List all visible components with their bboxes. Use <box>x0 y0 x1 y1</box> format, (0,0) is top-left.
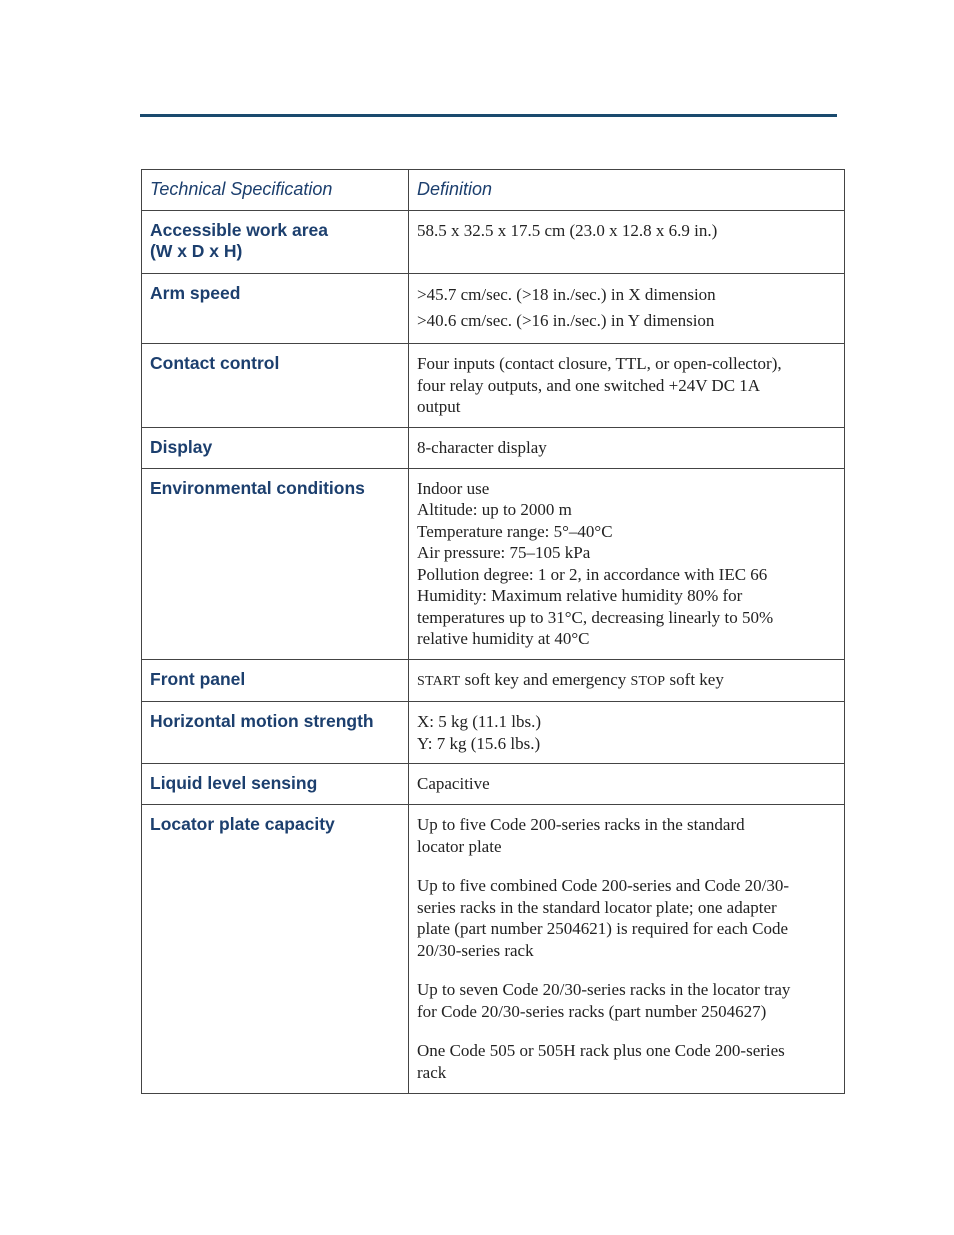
spec-name-line: Environmental conditions <box>150 477 365 498</box>
spec-name-cell <box>142 468 409 659</box>
definition-line: 8-character display <box>417 437 547 457</box>
table-row <box>142 702 845 764</box>
table-row <box>142 274 845 344</box>
definition-line: 20/30-series rack <box>417 940 534 960</box>
spec-name-line: Locator plate capacity <box>150 814 335 834</box>
spec-definition-cell <box>409 344 845 428</box>
definition-line: 58.5 x 32.5 x 17.5 cm (23.0 x 12.8 x 6.9 in.) <box>417 221 718 240</box>
definition-line: X: 5 kg (11.1 lbs.) <box>417 712 542 731</box>
table-row <box>142 805 845 1094</box>
spec-name-line: Arm speed <box>150 283 241 303</box>
spec-definition-cell <box>409 805 845 1094</box>
spec-name-cell <box>142 764 409 805</box>
spec-name-cell <box>142 344 409 428</box>
definition-line: four relay outputs, and one switched +24V DC 1A <box>417 375 761 395</box>
definition-line: Up to five Code 200-series racks in the standard <box>417 815 745 834</box>
definition-line: Humidity: Maximum relative humidity 80% for <box>417 586 743 605</box>
spec-name-line: Liquid level sensing <box>150 773 318 793</box>
definition-line: temperatures up to 31°C, decreasing linearly to 50% <box>417 607 774 627</box>
spec-definition-cell <box>409 659 845 702</box>
table-row <box>142 468 845 659</box>
spec-name-cell <box>142 702 409 764</box>
front-panel-text: soft key <box>665 669 724 689</box>
definition-line: Altitude: up to 2000 m <box>417 500 572 519</box>
definition-line: locator plate <box>417 836 502 856</box>
spec-definition-cell <box>409 274 845 344</box>
table-row <box>142 659 845 702</box>
spec-definition-cell <box>409 211 845 274</box>
front-panel-text: soft key and emergency <box>460 669 631 689</box>
definition-line: plate (part number 2504621) is required for each Code <box>417 919 789 938</box>
definition-line: output <box>417 397 461 416</box>
definition-line: Air pressure: 75–105 kPa <box>417 543 591 562</box>
definition-line: Four inputs (contact closure, TTL, or open-collector), <box>417 354 782 373</box>
definition-line <box>417 669 836 693</box>
spec-name-cell <box>142 805 409 1094</box>
definition-line: One Code 505 or 505H rack plus one Code 200-series <box>417 1041 785 1060</box>
spec-name-cell <box>142 211 409 274</box>
definition-line: Up to seven Code 20/30-series racks in the locator tray <box>417 980 791 999</box>
definition-line: rack <box>417 1062 447 1082</box>
definition-line: series racks in the standard locator plate; one adapter <box>417 897 777 917</box>
spec-name-line: Contact control <box>150 353 280 373</box>
header-row <box>142 170 845 211</box>
spec-name-line: Display <box>150 436 213 457</box>
definition-line: Capacitive <box>417 774 490 793</box>
spec-definition-cell <box>409 427 845 468</box>
top-rule <box>140 114 837 117</box>
spec-definition-cell <box>409 764 845 805</box>
definition-line: for Code 20/30-series racks (part number 2504627) <box>417 1001 767 1021</box>
stop-key-label: STOP <box>630 673 666 689</box>
spec-definition-cell <box>409 468 845 659</box>
definition-line: Indoor use <box>417 478 490 498</box>
header-definition: Definition <box>409 170 845 211</box>
table-row <box>142 211 845 274</box>
definition-line: Temperature range: 5°–40°C <box>417 521 613 541</box>
spec-name-line: Horizontal motion strength <box>150 711 374 731</box>
spec-definition-cell <box>409 702 845 764</box>
definition-line: >45.7 cm/sec. (>18 in./sec.) in X dimension <box>417 285 716 304</box>
spec-name-line: Front panel <box>150 668 246 689</box>
table-row <box>142 764 845 805</box>
spec-name-line: (W x D x H) <box>150 241 243 261</box>
definition-line: relative humidity at 40°C <box>417 629 590 648</box>
spec-name-cell <box>142 427 409 468</box>
definition-line: Up to five combined Code 200-series and Code 20/30- <box>417 876 790 895</box>
spec-name-line: Accessible work area <box>150 220 329 240</box>
start-key-label: START <box>417 673 461 689</box>
definition-line: >40.6 cm/sec. (>16 in./sec.) in Y dimension <box>417 311 715 330</box>
table-row <box>142 427 845 468</box>
definition-line: Pollution degree: 1 or 2, in accordance with IEC 66 <box>417 564 768 584</box>
spec-name-cell <box>142 659 409 702</box>
table-row <box>142 344 845 428</box>
spec-name-cell <box>142 274 409 344</box>
spec-table <box>141 169 845 1094</box>
definition-line: Y: 7 kg (15.6 lbs.) <box>417 733 541 753</box>
header-technical-specification: Technical Specification <box>142 170 409 211</box>
